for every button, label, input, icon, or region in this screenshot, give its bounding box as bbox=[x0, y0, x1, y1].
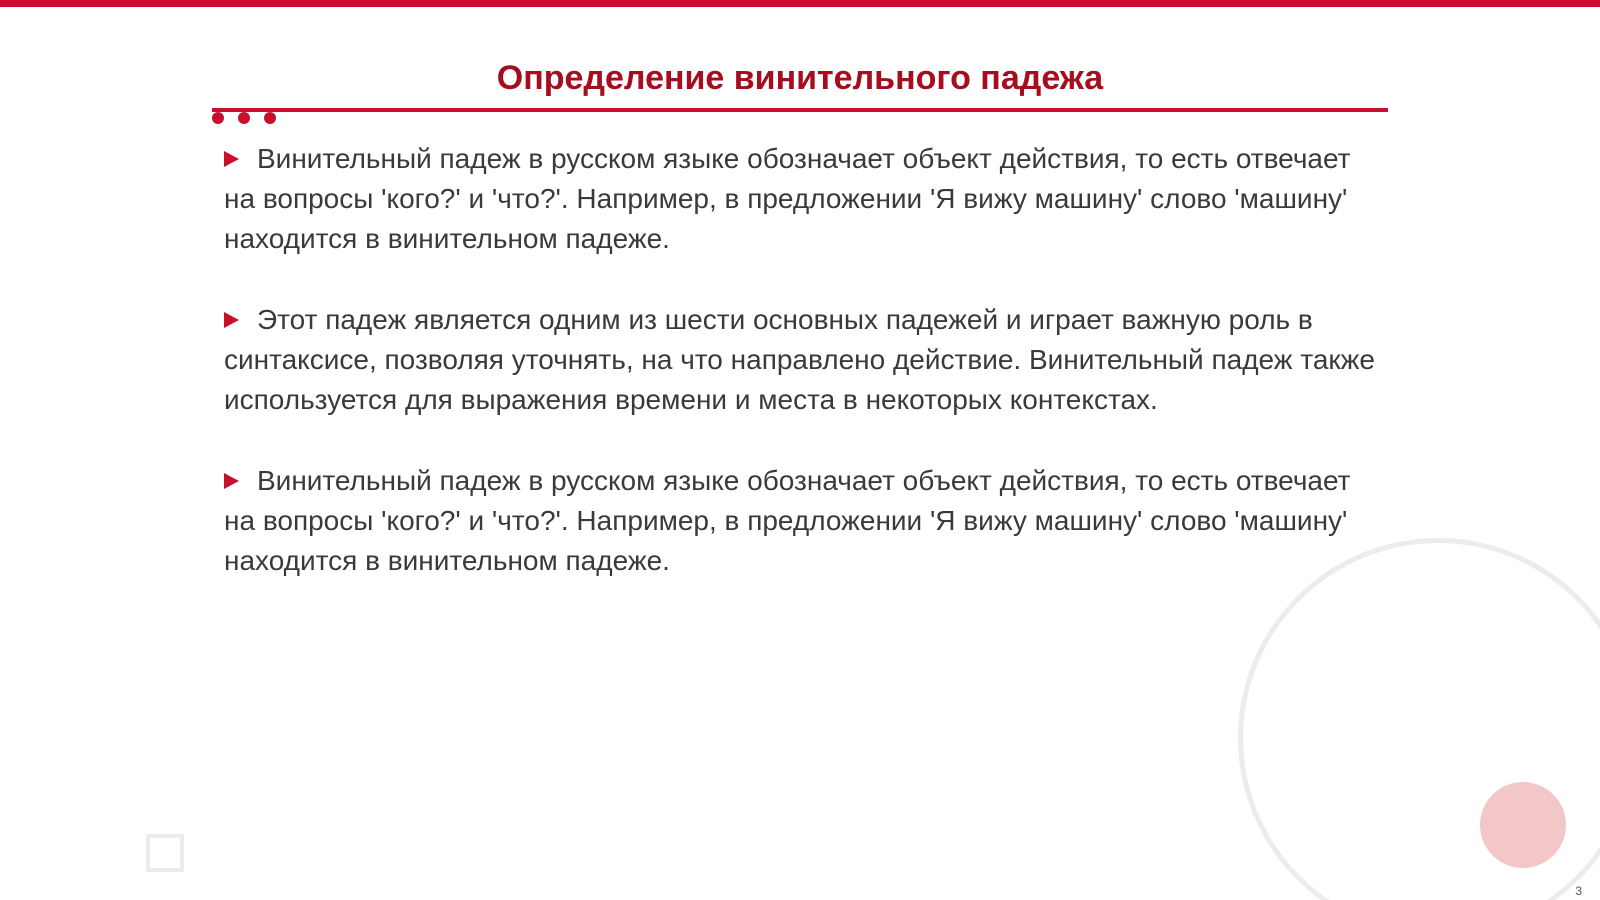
decorative-dot-3 bbox=[264, 112, 276, 124]
bullet-paragraph-3 bbox=[224, 461, 1384, 581]
bullet-paragraph-1 bbox=[224, 139, 1384, 259]
paragraph-text: Винительный падеж в русском языке обозначает объект действия, то есть отвечает на вопросы 'кого?' и 'что?'. Например, в предложении 'Я вижу машину' слово 'машину' находится в винительном падеже. bbox=[224, 143, 1351, 254]
decorative-dot-2 bbox=[238, 112, 250, 124]
paragraph-text: Винительный падеж в русском языке обозначает объект действия, то есть отвечает на вопросы 'кого?' и 'что?'. Например, в предложении 'Я вижу машину' слово 'машину' находится в винительном падеже. bbox=[224, 465, 1351, 576]
decorative-square-outline bbox=[146, 834, 184, 872]
bullet-paragraph-2 bbox=[224, 300, 1384, 420]
title-underline bbox=[212, 108, 1388, 112]
slide-content bbox=[224, 139, 1384, 622]
decorative-dot-1 bbox=[212, 112, 224, 124]
top-accent-bar bbox=[0, 0, 1600, 7]
slide-title: Определение винительного падежа bbox=[496, 59, 1104, 97]
triangle-bullet-icon bbox=[224, 151, 239, 167]
paragraph-text: Этот падеж является одним из шести основных падежей и играет важную роль в синтаксисе, позволяя уточнять, на что направлено действие. Винительный падеж также используется для выражения времени и места в некоторых контекстах. bbox=[224, 304, 1375, 415]
triangle-bullet-icon bbox=[224, 312, 239, 328]
decorative-pink-circle bbox=[1480, 782, 1566, 868]
triangle-bullet-icon bbox=[224, 473, 239, 489]
page-number: 3 bbox=[1575, 884, 1582, 898]
